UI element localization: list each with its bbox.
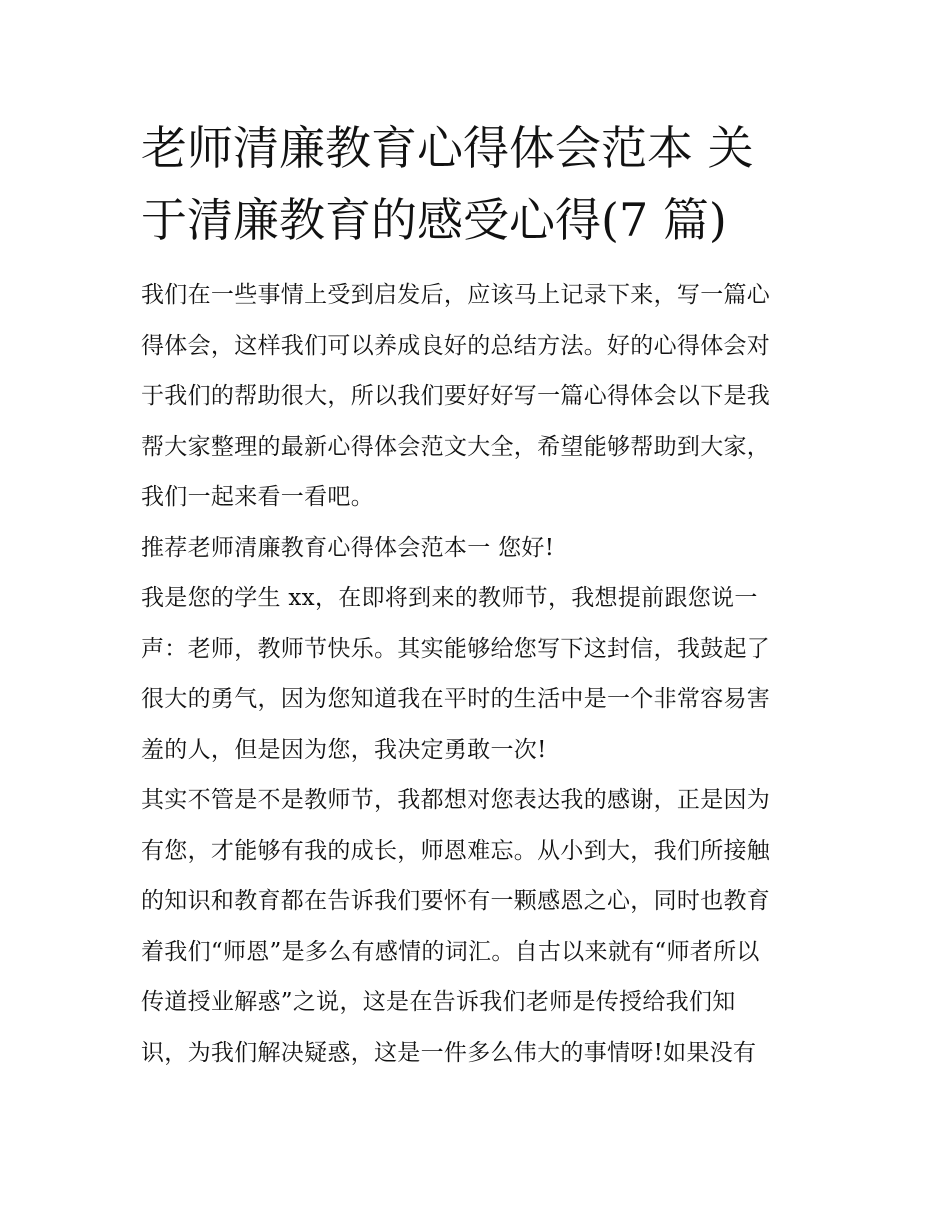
text-line: 于我们的帮助很大，所以我们要好好写一篇心得体会以下是我	[141, 383, 771, 409]
text-line: 帮大家整理的最新心得体会范文大全，希望能够帮助到大家，	[141, 433, 771, 460]
text-line: 有您，才能够有我的成长，师恩难忘。从小到大，我们所接触	[141, 837, 771, 864]
body-paragraph	[141, 573, 813, 775]
title-line: 老师清廉教育心得体会范本 关	[141, 121, 754, 175]
text-line: 得体会，这样我们可以养成良好的总结方法。好的心得体会对	[141, 332, 771, 359]
text-line: 我是您的学生 xx，在即将到来的教师节，我想提前跟您说一	[141, 585, 758, 611]
document-page	[141, 112, 813, 1078]
text-line: 羞的人，但是因为您，我决定勇敢一次!	[141, 736, 547, 763]
text-line: 声：老师，教师节快乐。其实能够给您写下这封信，我鼓起了	[141, 635, 771, 662]
title-line: 于清廉教育的感受心得(7 篇)	[141, 193, 727, 247]
text-line: 我们一起来看一看吧。	[141, 484, 374, 510]
intro-paragraph	[141, 270, 813, 523]
body-paragraph	[141, 775, 813, 1078]
text-line: 其实不管是不是教师节，我都想对您表达我的感谢，正是因为	[141, 787, 771, 813]
text-line: 很大的勇气，因为您知道我在平时的生活中是一个非常容易害	[141, 686, 771, 712]
section-heading-paragraph	[141, 523, 813, 574]
text-line: 的知识和教育都在告诉我们要怀有一颗感恩之心，同时也教育	[141, 888, 771, 914]
document-title	[141, 112, 813, 256]
text-line: 传道授业解惑”之说，这是在告诉我们老师是传授给我们知	[141, 989, 736, 1015]
text-line: 着我们“师恩”是多么有感情的词汇。自古以来就有“师者所以	[141, 938, 760, 965]
text-line: 我们在一些事情上受到启发后，应该马上记录下来，写一篇心	[141, 282, 771, 308]
text-line: 推荐老师清廉教育心得体会范本一 您好!	[141, 534, 555, 561]
text-line: 识，为我们解决疑惑，这是一件多么伟大的事情呀!如果没有	[141, 1039, 757, 1066]
document-body	[141, 270, 813, 1078]
